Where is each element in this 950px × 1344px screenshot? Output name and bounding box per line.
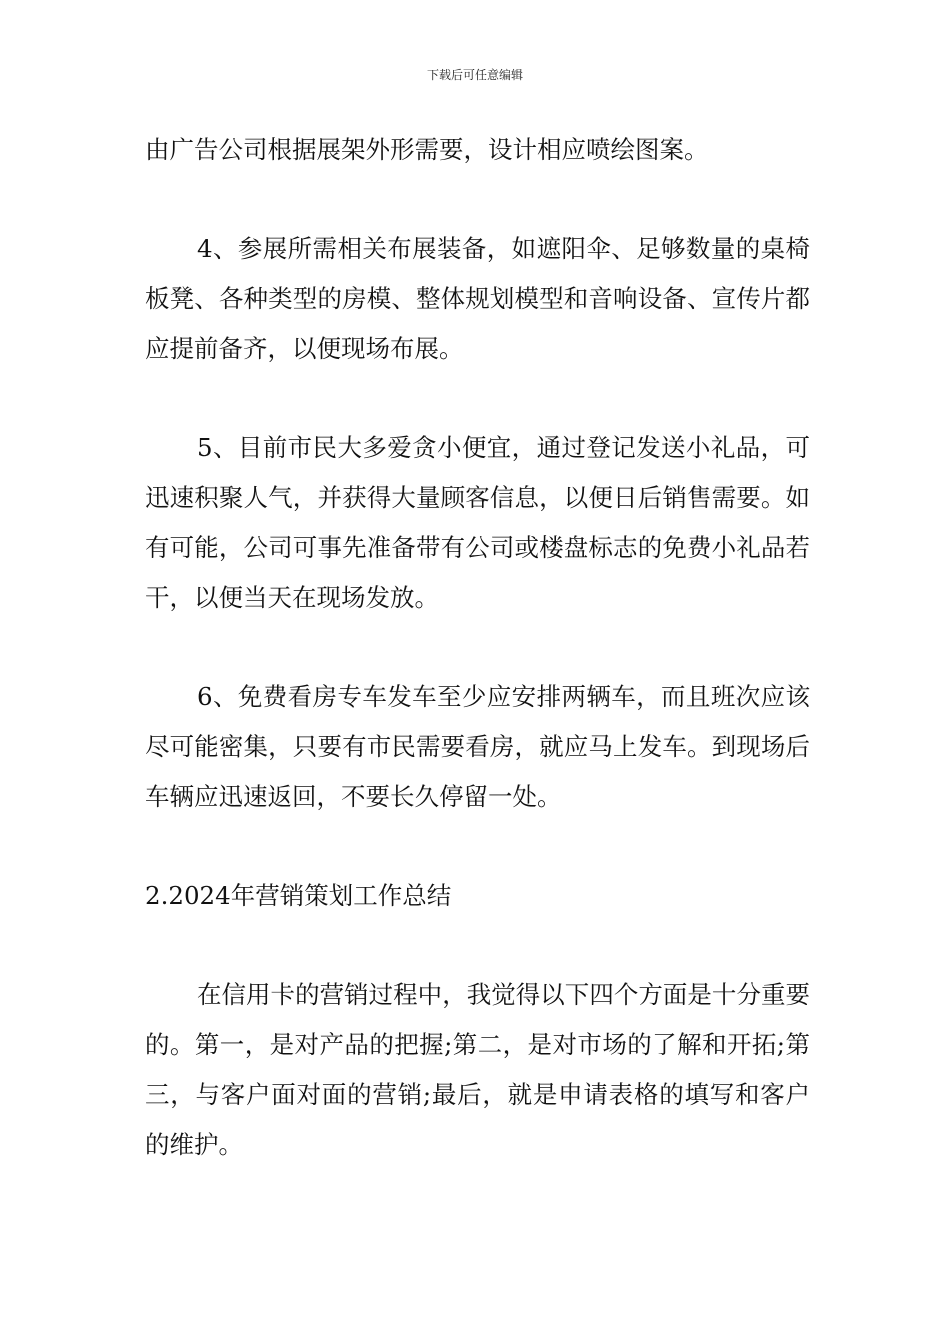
paragraph-item-4: 4、参展所需相关布展装备，如遮阳伞、足够数量的桌椅板凳、各种类型的房模、整体规划模型和音响设备、宣传片都应提前备齐，以便现场布展。 [145, 234, 810, 363]
paragraph-item-6: 6、免费看房专车发车至少应安排两辆车，而且班次应该尽可能密集，只要有市民需要看房，就应马上发车。到现场后车辆应迅速返回，不要长久停留一处。 [145, 682, 810, 811]
paragraph-item-5: 5、目前市民大多爱贪小便宜，通过登记发送小礼品，可迅速积聚人气，并获得大量顾客信息，以便日后销售需要。如有可能，公司可事先准备带有公司或楼盘标志的免费小礼品若干，以便当天在现场发放。 [145, 433, 810, 612]
paragraph-design: 由广告公司根据展架外形需要，设计相应喷绘图案。 [145, 135, 709, 164]
section-heading: 2.2024年营销策划工作总结 [145, 881, 452, 910]
paragraph-summary: 在信用卡的营销过程中，我觉得以下四个方面是十分重要的。第一，是对产品的把握;第二，是对市场的了解和开拓;第三，与客户面对面的营销;最后，就是申请表格的填写和客户的维护。 [145, 980, 810, 1159]
header-note: 下载后可任意编辑 [426, 68, 523, 82]
